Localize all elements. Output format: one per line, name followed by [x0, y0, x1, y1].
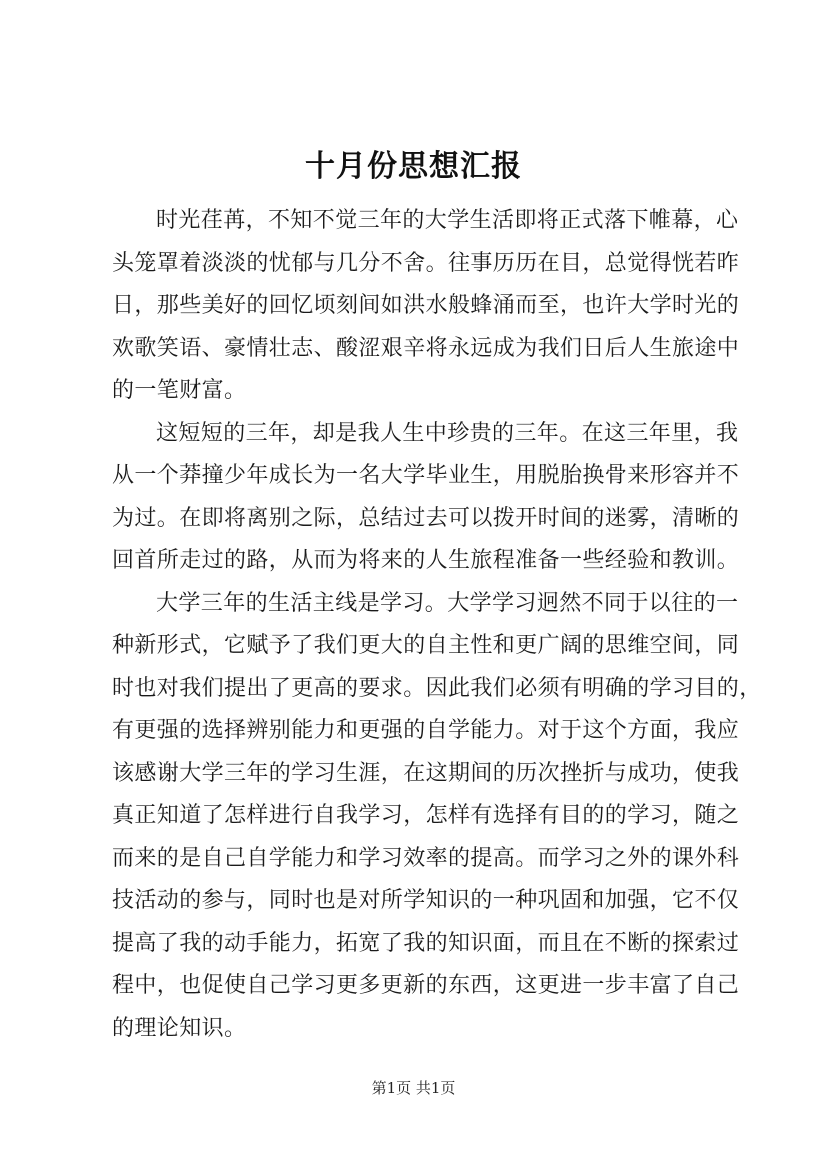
paragraph-line: 时光荏苒，不知不觉三年的大学生活即将正式落下帷幕，心	[156, 208, 739, 233]
paragraph-line: 该感谢大学三年的学习生涯，在这期间的历次挫折与成功，使我	[112, 760, 740, 786]
paragraph-line: 种新形式，它赋予了我们更大的自主性和更广阔的思维空间，同	[112, 633, 740, 658]
paragraph-line: 从一个莽撞少年成长为一名大学毕业生，用脱胎换骨来形容并不	[112, 463, 740, 488]
paragraph-line: 日，那些美好的回忆顷刻间如洪水般蜂涌而至，也许大学时光的	[112, 293, 740, 318]
paragraph-line: 而来的是自己自学能力和学习效率的提高。而学习之外的课外科	[112, 845, 740, 871]
page-footer: 第1页 共1页	[371, 1079, 456, 1097]
paragraph-line: 头笼罩着淡淡的忧郁与几分不舍。往事历历在目，总觉得恍若昨	[112, 250, 740, 276]
paragraph-line: 时也对我们提出了更高的要求。因此我们必须有明确的学习目的，	[112, 675, 762, 701]
document-title: 十月份思想汇报	[305, 149, 522, 184]
paragraph-line: 技活动的参与，同时也是对所学知识的一种巩固和加强，它不仅	[112, 888, 740, 913]
paragraph-line: 提高了我的动手能力，拓宽了我的知识面，而且在不断的探索过	[112, 930, 740, 956]
paragraph-line: 回首所走过的路，从而为将来的人生旅程准备一些经验和教训。	[112, 548, 740, 573]
paragraph-line: 大学三年的生活主线是学习。大学学习迥然不同于以往的一	[156, 590, 739, 616]
paragraph-line: 真正知道了怎样进行自我学习，怎样有选择有目的的学习，随之	[112, 803, 740, 828]
paragraph-line: 的一笔财富。	[112, 378, 247, 403]
paragraph-2	[112, 413, 740, 583]
paragraph-1	[112, 200, 740, 413]
document-body	[112, 200, 762, 1050]
paragraph-line: 为过。在即将离别之际，总结过去可以拨开时间的迷雾，清晰的	[112, 505, 740, 531]
paragraph-line: 有更强的选择辨别能力和更强的自学能力。对于这个方面，我应	[112, 718, 740, 743]
paragraph-3	[112, 583, 762, 1051]
paragraph-line: 程中，也促使自己学习更多更新的东西，这更进一步丰富了自己	[112, 973, 740, 998]
paragraph-line: 的理论知识。	[112, 1015, 247, 1041]
paragraph-line: 这短短的三年，却是我人生中珍贵的三年。在这三年里，我	[156, 420, 739, 446]
paragraph-line: 欢歌笑语、豪情壮志、酸涩艰辛将永远成为我们日后人生旅途中	[112, 335, 740, 361]
